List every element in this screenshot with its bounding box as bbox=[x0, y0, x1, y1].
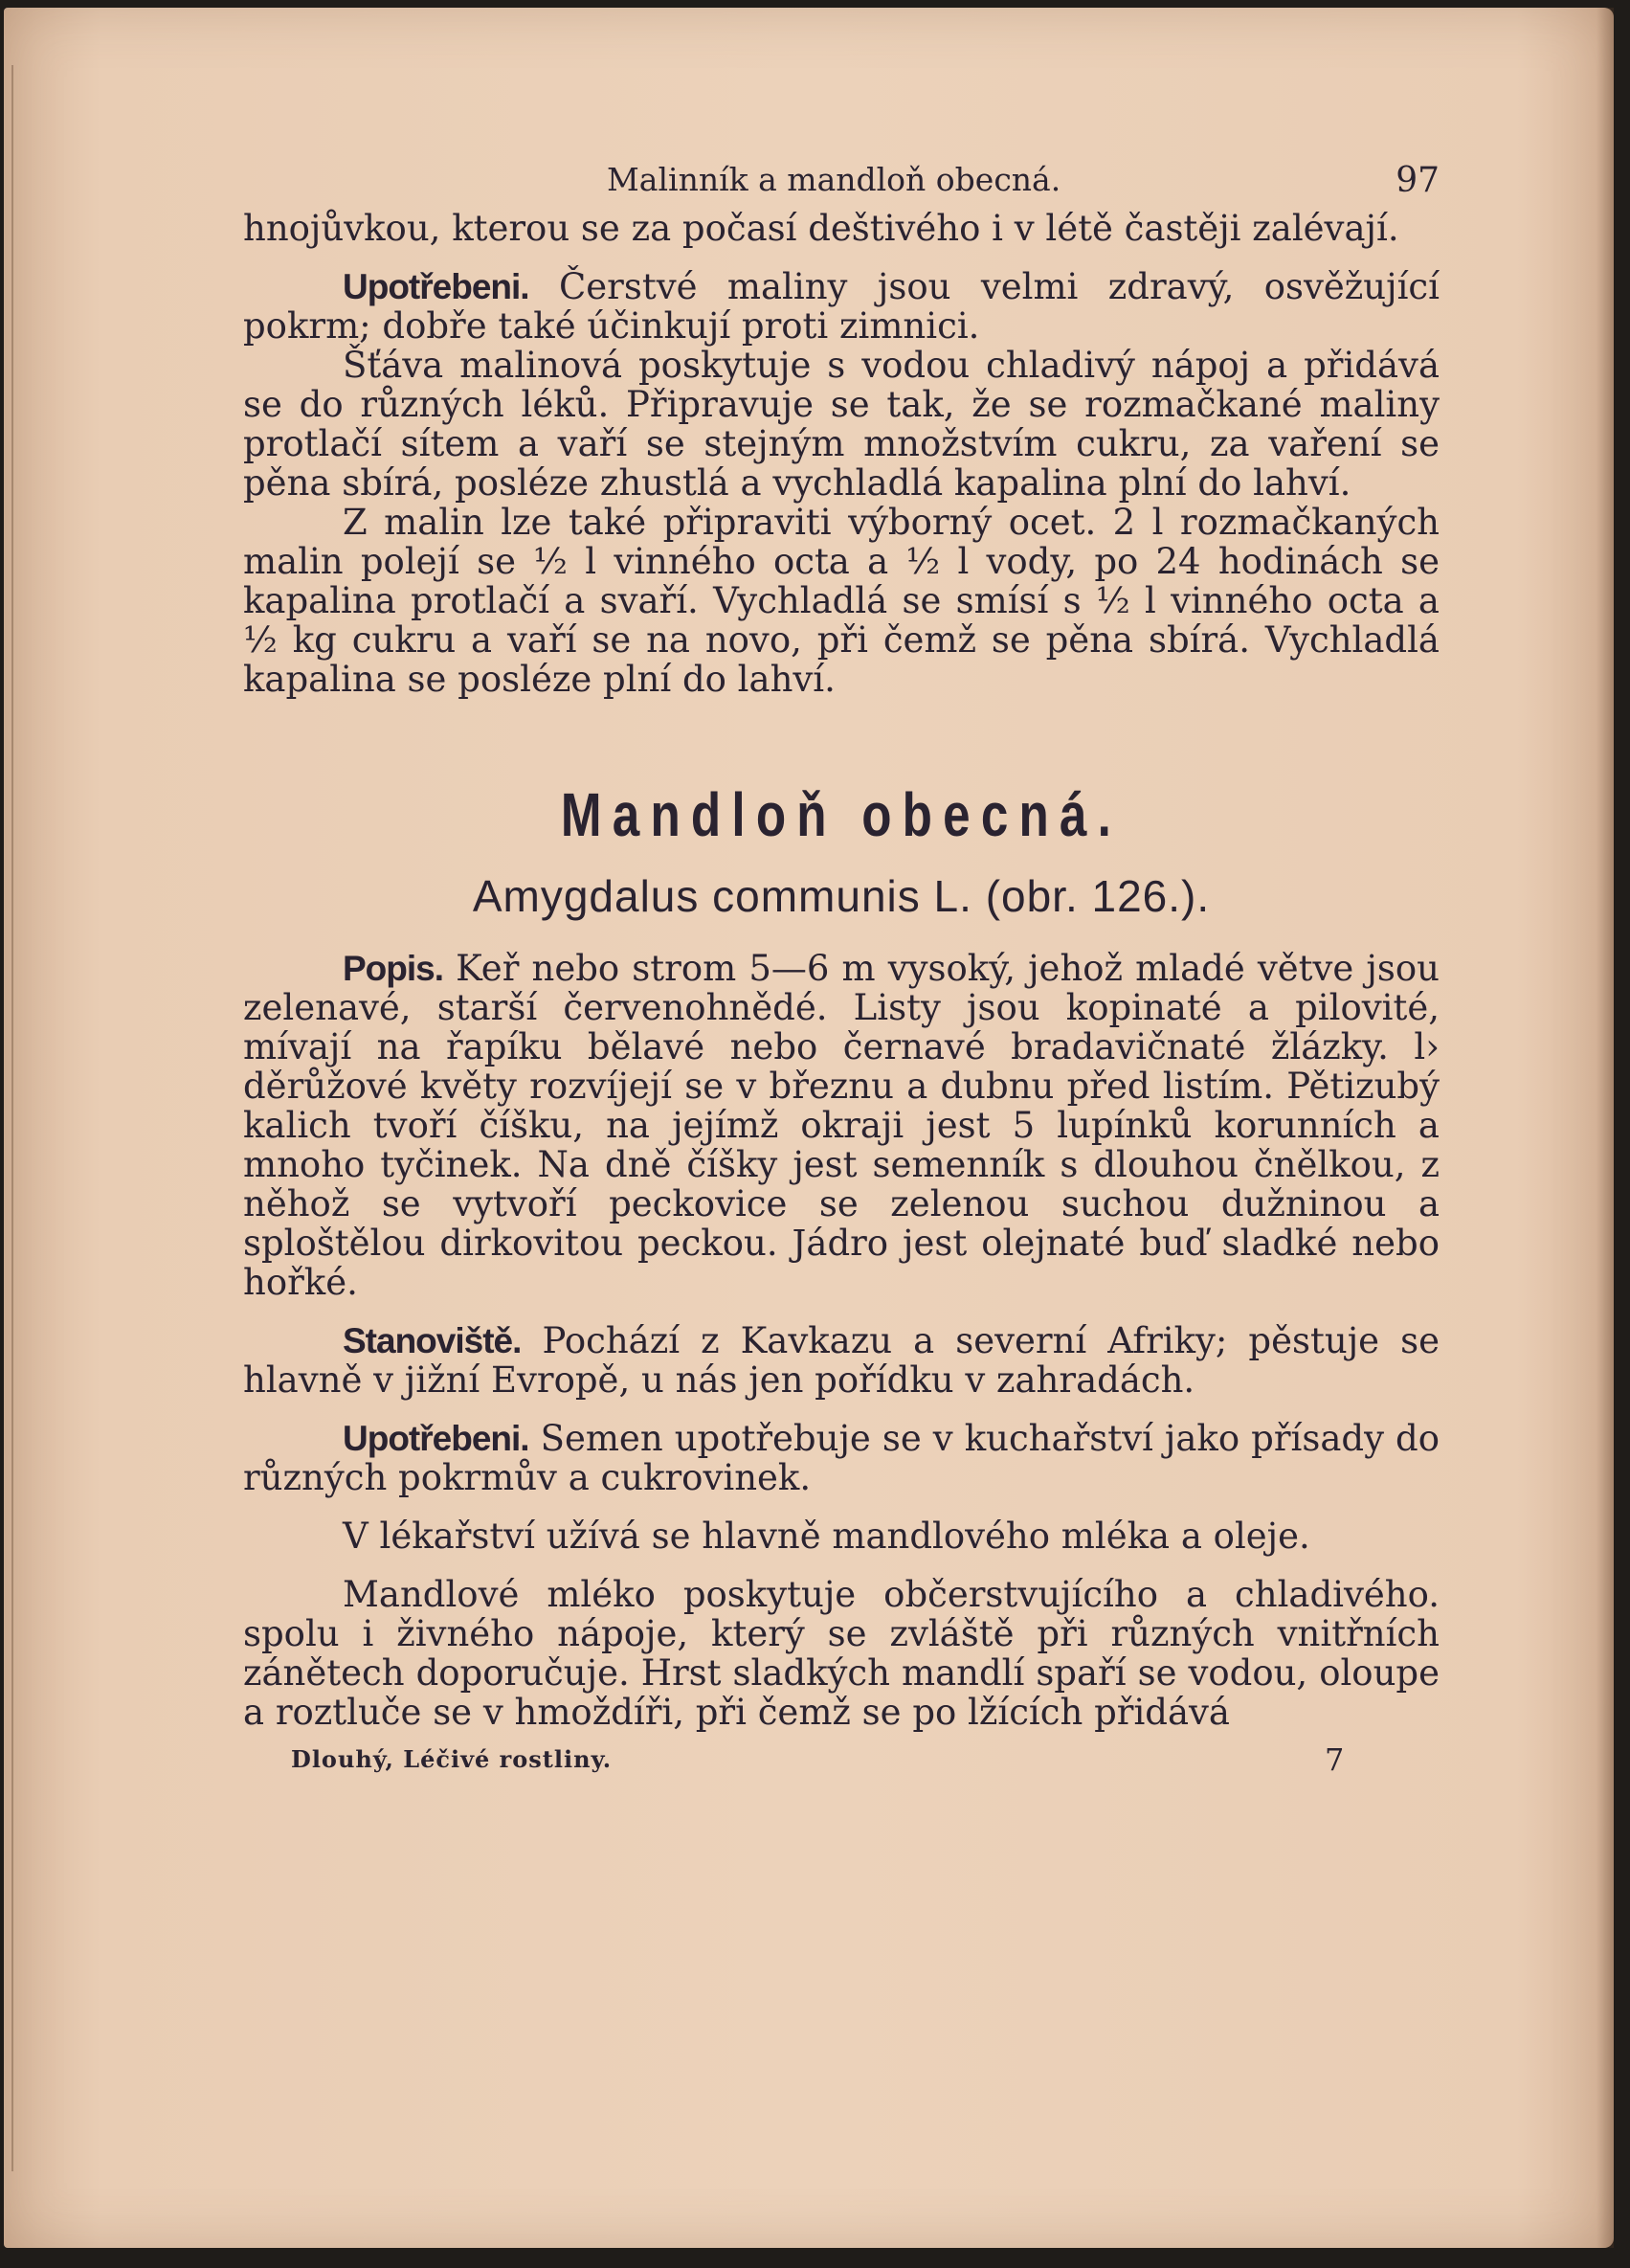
raspberry-paragraph-1: hnojůvkou, kterou se za počasí deštivého i v létě častěji zalévají. bbox=[243, 208, 1399, 249]
page-number: 97 bbox=[1396, 161, 1440, 200]
almond-description-label: Popis. bbox=[343, 949, 444, 988]
raspberry-use-label: Upotřebeni. bbox=[343, 267, 529, 306]
almond-description-paragraph bbox=[243, 949, 1440, 1302]
signature-mark: 7 bbox=[1325, 1741, 1345, 1778]
almond-use-paragraph bbox=[243, 1419, 1440, 1497]
raspberry-paragraph-4: Z malin lze také připraviti výborný ocet. 2 l rozmačkaných malin polejí se ½ l vinného octa a ½ l vody, po 24 hodinách se kapalina protlačí a svaří. Vychladlá se smísí s ½ l vinného octa a ½ kg cukru a vaří se na novo, při čemž se pěna sbírá. Vychladlá kapalina se posléze plní do lahví. bbox=[243, 502, 1440, 700]
almond-medicine-paragraph: V lékařství užívá se hlavně mandlového mléka a oleje. bbox=[343, 1516, 1310, 1557]
page-footer bbox=[243, 1741, 1440, 1780]
book-title-footer: Dlouhý, Léčivé rostliny. bbox=[291, 1745, 613, 1773]
raspberry-paragraph-3: Šťáva malinová poskytuje s vodou chladivý nápoj a přidává se do různých léků. Připravuje se tak, že se rozmačkané maliny protlačí sítem a vaří se stejným množstvím cukru, za vaření se pěna sbírá, posléze zhustlá a vychladlá kapalina plní do lahví. bbox=[243, 345, 1440, 504]
almond-habitat-label: Stanoviště. bbox=[343, 1321, 522, 1360]
raspberry-use-paragraph bbox=[243, 267, 1440, 346]
species-latin-name: Amygdalus communis L. (obr. 126.). bbox=[472, 871, 1211, 921]
running-title: Malinník a mandloň obecná. bbox=[607, 161, 1061, 198]
book-page bbox=[4, 8, 1614, 2248]
almond-description-text: Keř nebo strom 5—6 m vysoký, jehož mladé větve jsou zelenavé, starší červenohnědé. Listy jsou kopinaté a pilovité, mívají na řapíku bělavé nebo černavé bradavičnaté žlázky. l› děrůžové květy rozvíjejí se v březnu a dubnu před listím. Pětizubý kalich tvoří číšku, na jejímž okraji jest 5 lupínků korunních a mnoho tyčinek. Na dně číšky jest semenník s dlouhou čnělkou, z něhož se vytvoří peckovice se zelenou suchou dužninou a sploštělou dirkovitou peckou. Jádro jest olejnaté buď sladké nebo hořké. bbox=[243, 948, 1440, 1303]
page-edge-shadow bbox=[1597, 8, 1614, 2248]
spine-edge bbox=[11, 65, 19, 2171]
almond-habitat-text: Pochází z Kavkazu a severní Afriky; pěstuje se hlavně v jižní Evropě, u nás jen pořídku v zahradách. bbox=[243, 1320, 1440, 1401]
page-content bbox=[243, 151, 1440, 1780]
almond-use-label: Upotřebeni. bbox=[343, 1419, 529, 1458]
raspberry-use-text: Čerstvé maliny jsou velmi zdravý, osvěžující pokrm; dobře také účinkují proti zimnici. bbox=[243, 266, 1440, 347]
almond-use-text: Semen upotřebuje se v kuchařství jako přísady do různých pokrmův a cukrovinek. bbox=[243, 1418, 1440, 1498]
running-head bbox=[243, 151, 1440, 209]
almond-habitat-paragraph bbox=[243, 1321, 1440, 1400]
species-title: Mandloň obecná. bbox=[560, 780, 1123, 849]
almond-milk-paragraph: Mandlové mléko poskytuje občerstvujícího a chladivého. spolu i živného nápoje, který se zvláště při různých vnitřních zánětech doporučuje. Hrst sladkých mandlí spaří se vodou, oloupe a roztluče se v hmoždíři, při čemž se po lžících přidává bbox=[243, 1574, 1440, 1733]
